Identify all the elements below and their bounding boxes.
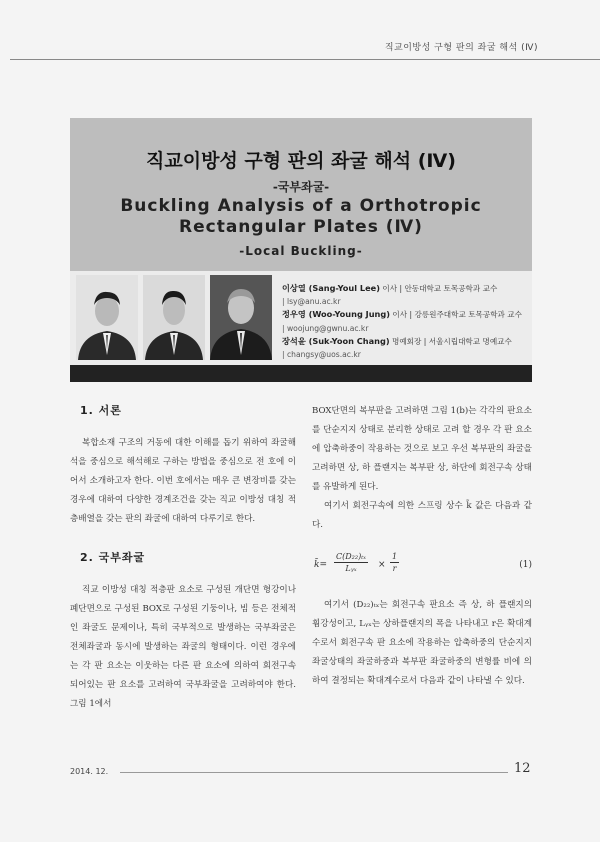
section2-paragraph: 직교 이방성 대칭 적층판 요소로 구성된 개단면 형강이나 폐단면으로 구성된 BOX로 구성된 기둥이나, 빔 등은 전체적인 좌굴도 문제이나, 특히 국부적으로 발생하는 국부좌굴은 전체좌굴과 동시에 발생하는 좌굴의 형태이다. 이런 경우에는 각 판 요소는 이웃하는 다른 판 요소에 의하여 회전구속 되어있는 판 요소를 고려하여 국부좌굴을 고려하여야 한다. 그림 1에서 [70, 585, 296, 709]
page-number: 12 [514, 761, 531, 776]
author-entry [282, 335, 532, 348]
section-heading-2: 2. 국부좌굴 [80, 551, 146, 564]
author-entry [282, 308, 532, 321]
author-email: | lsy@anu.ac.kr [282, 297, 341, 307]
equation-denominator: Lᵧₓ [345, 564, 357, 573]
author-email: | changsy@uos.ac.kr [282, 350, 361, 360]
author-list [282, 282, 532, 361]
author-affiliation: 이사 | 강릉원주대학교 토목공학과 교수 [389, 310, 522, 320]
title-english [70, 196, 532, 238]
equation-fraction-1 [334, 552, 368, 573]
footer-rule [120, 772, 508, 773]
footer-date: 2014. 12. [70, 767, 109, 776]
author-email: | woojung@gwnu.ac.kr [282, 323, 369, 333]
author-affiliation: 이사 | 안동대학교 토목공학과 교수 [379, 284, 498, 293]
equation-numerator: 1 [392, 552, 398, 561]
subtitle-korean: -국부좌굴- [272, 180, 330, 194]
left-column [70, 402, 296, 714]
equation-lhs: k̃= [314, 560, 327, 570]
author-name: 정우영 (Woo-Young Jung) [282, 309, 390, 320]
title-korean: 직교이방성 구형 판의 좌굴 해석 (Ⅳ) [146, 150, 456, 172]
equation-numerator: C(D₂₂)ₜₓ [336, 552, 367, 561]
running-header: 직교이방성 구형 판의 좌굴 해석 (Ⅳ) [384, 43, 538, 53]
right-paragraph-3: 여기서 (D₂₂)ₜₓ는 회전구속 판요소 즉 상, 하 플랜지의 휨강성이고, Lᵧₓ는 상하플랜지의 폭을 나타내고 r은 확대계수로서 회전구속 판 요소에 작용하는 압축하중의 단순지지 좌굴상태의 좌굴하중과 복부판 좌굴하중의 변형률 비에 의하여 결정되는 확대계수로서 다음과 같이 나타낼 수 있다. [312, 600, 532, 686]
equation-denominator: r [392, 564, 397, 573]
right-column [312, 402, 532, 535]
header-rule [10, 59, 600, 60]
subtitle-english: -Local Buckling- [239, 244, 363, 258]
title-english-line2: Rectangular Plates (Ⅳ) [179, 217, 423, 237]
section-heading-1: 1. 서론 [80, 404, 122, 417]
author-name: 이상열 (Sang-Youl Lee) [282, 283, 380, 293]
equation-fraction-2 [390, 552, 399, 573]
title-english-line1: Buckling Analysis of a Orthotropic [120, 196, 482, 216]
author-photo-3 [210, 275, 272, 360]
author-name: 장석윤 (Suk-Yoon Chang) [282, 335, 390, 346]
equation-1 [312, 552, 532, 580]
right-column-lower [312, 596, 532, 691]
right-paragraph-2: 여기서 회전구속에 의한 스프링 상수 k̃ 값은 다음과 같다. [312, 501, 532, 530]
banner-footer-bar [70, 365, 532, 382]
author-photo-2 [143, 275, 205, 360]
author-photo-1 [76, 275, 138, 360]
equation-times: × [378, 560, 386, 570]
author-entry [282, 282, 532, 295]
right-paragraph-1: BOX단면의 복부판을 고려하면 그림 1(b)는 각각의 판요소를 단순지지 상태로 분리한 상태로 고려 할 경우 각 판 요소에 압축하중이 작용하는 것으로 보고 우선 복부판의 좌굴을 고려하면 상, 하 플랜지는 복부판 상, 하단에 회전구속 상태를 유발하게 된다. [312, 406, 532, 492]
author-affiliation: 명예회장 | 서울시립대학교 명예교수 [389, 336, 512, 346]
section1-paragraph: 복합소재 구조의 거동에 대한 이해를 돕기 위하여 좌굴해석을 중심으로 해석해로 구하는 방법을 중심으로 전 호에 이어서 소개하고자 한다. 이번 호에서는 매우 큰 변장비를 갖는 경우에 대하여 다양한 경계조건을 갖는 직교 이방성 대칭 적층배열을 갖는 판의 좌굴에 대하여 다루기로 한다. [70, 438, 296, 524]
equation-number: (1) [519, 560, 532, 570]
